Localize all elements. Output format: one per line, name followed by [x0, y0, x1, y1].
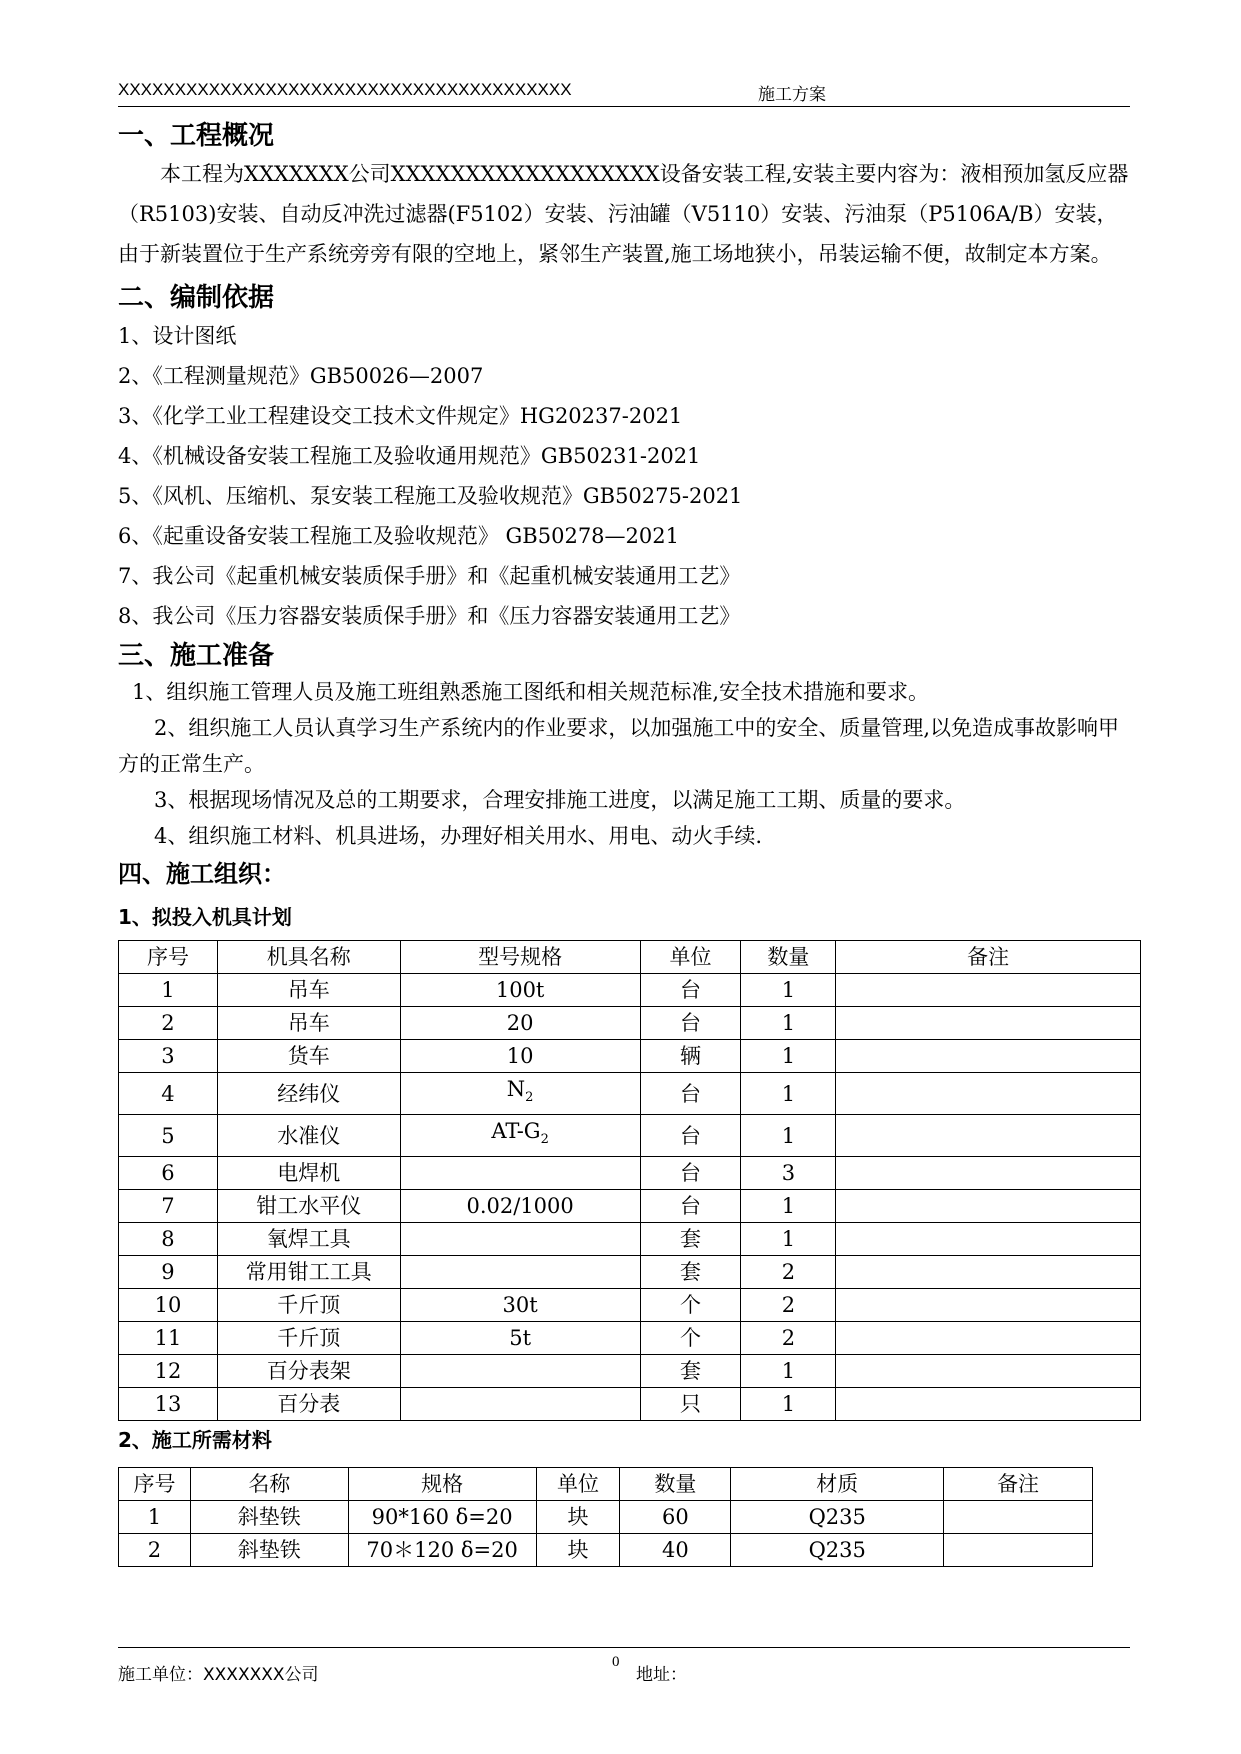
table-cell: 90*160 δ=20 — [348, 1501, 536, 1534]
prep-item: 1、组织施工管理人员及施工班组熟悉施工图纸和相关规范标准,安全技术措施和要求。 — [132, 680, 930, 704]
table-cell — [836, 1007, 1141, 1040]
table-cell: 9 — [119, 1256, 218, 1289]
equipment-table — [118, 940, 1141, 1421]
table-cell — [400, 1355, 640, 1388]
col-header: 型号规格 — [400, 941, 640, 974]
table-row — [119, 1501, 1093, 1534]
table-cell — [836, 1157, 1141, 1190]
document-body — [118, 118, 1133, 1567]
table-row — [119, 1223, 1141, 1256]
table-cell: 2 — [119, 1534, 191, 1567]
subsection-4-1-title: 1、拟投入机具计划 — [118, 905, 292, 929]
table-cell: 30t — [400, 1289, 640, 1322]
table-cell: 台 — [640, 1157, 741, 1190]
table-cell: 套 — [640, 1223, 741, 1256]
section-3-title: 三、施工准备 — [118, 641, 275, 671]
basis-item: 4、《机械设备安装工程施工及验收通用规范》GB50231-2021 — [118, 444, 701, 468]
table-cell — [836, 1190, 1141, 1223]
table-cell: 1 — [119, 974, 218, 1007]
table-cell: 个 — [640, 1322, 741, 1355]
table-cell: 1 — [741, 1355, 836, 1388]
table-cell: 经纬仪 — [217, 1073, 400, 1115]
table-cell: 20 — [400, 1007, 640, 1040]
prep-item: 4、组织施工材料、机具进场，办理好相关用水、用电、动火手续. — [154, 824, 763, 848]
table-cell: 台 — [640, 974, 741, 1007]
prep-item: 2、组织施工人员认真学习生产系统内的作业要求，以加强施工中的安全、质量管理,以免造成事故影响甲方的正常生产。 — [118, 716, 1120, 776]
basis-item: 3、《化学工业工程建设交工技术文件规定》HG20237-2021 — [118, 404, 683, 428]
table-cell — [836, 974, 1141, 1007]
basis-list — [118, 316, 1133, 636]
col-header: 单位 — [640, 941, 741, 974]
footer-company: 施工单位：XXXXXXX公司 — [118, 1665, 319, 1685]
table-cell: 6 — [119, 1157, 218, 1190]
col-header: 序号 — [119, 1468, 191, 1501]
table-row — [119, 1534, 1093, 1567]
table-row — [119, 1115, 1141, 1157]
basis-item: 2、《工程测量规范》GB50026—2007 — [118, 364, 484, 388]
table-cell: 吊车 — [217, 974, 400, 1007]
table-cell — [400, 1256, 640, 1289]
table-row — [119, 1256, 1141, 1289]
table-cell: 1 — [741, 1223, 836, 1256]
table-cell: 块 — [536, 1534, 620, 1567]
basis-item: 1、设计图纸 — [118, 324, 237, 348]
table-cell — [836, 1115, 1141, 1157]
table-cell: 3 — [119, 1040, 218, 1073]
col-header: 数量 — [620, 1468, 731, 1501]
table-cell: 10 — [119, 1289, 218, 1322]
table-row — [119, 1355, 1141, 1388]
col-header: 规格 — [348, 1468, 536, 1501]
table-cell — [944, 1501, 1093, 1534]
table-cell: 10 — [400, 1040, 640, 1073]
table-cell: 常用钳工工具 — [217, 1256, 400, 1289]
footer-address: 地址： — [636, 1665, 687, 1685]
basis-item: 5、《风机、压缩机、泵安装工程施工及验收规范》GB50275-2021 — [118, 484, 743, 508]
table-cell — [836, 1388, 1141, 1421]
table-cell: 8 — [119, 1223, 218, 1256]
header-doc-type: 施工方案 — [758, 85, 826, 105]
table-cell: 货车 — [217, 1040, 400, 1073]
table-cell — [836, 1040, 1141, 1073]
table-cell: 斜垫铁 — [190, 1534, 348, 1567]
col-header: 机具名称 — [217, 941, 400, 974]
table-cell: 台 — [640, 1115, 741, 1157]
section-4-title: 四、施工组织： — [118, 860, 286, 888]
table-cell — [400, 1223, 640, 1256]
table-cell — [400, 1115, 640, 1157]
table-cell: 水准仪 — [217, 1115, 400, 1157]
table-cell: 台 — [640, 1073, 741, 1115]
table-cell: 12 — [119, 1355, 218, 1388]
table-cell: 台 — [640, 1190, 741, 1223]
table-cell — [836, 1256, 1141, 1289]
table-cell — [944, 1534, 1093, 1567]
section-1-body: 本工程为XXXXXXX公司XXXXXXXXXXXXXXXXXX设备安装工程,安装主要内容为：液相预加氢反应器（R5103)安装、自动反冲洗过滤器(F5102）安装、污油罐（V5110）安装、污油泵（P5106A/B）安装，由于新装置位于生产系统旁旁有限的空地上，紧邻生产装置,施工场地狭小，吊装运输不便，故制定本方案。 — [118, 162, 1129, 266]
table-cell: 斜垫铁 — [190, 1501, 348, 1534]
table-cell — [836, 1355, 1141, 1388]
table-row — [119, 974, 1141, 1007]
table-cell: 70＊120 δ=20 — [348, 1534, 536, 1567]
page-footer — [118, 1647, 1130, 1688]
col-header: 名称 — [190, 1468, 348, 1501]
col-header: 材质 — [731, 1468, 944, 1501]
table-row — [119, 1322, 1141, 1355]
table-cell: 1 — [741, 1115, 836, 1157]
col-header: 单位 — [536, 1468, 620, 1501]
model-subscript: 2 — [540, 1132, 549, 1148]
table-row — [119, 1073, 1141, 1115]
page-number: 0 — [612, 1654, 620, 1670]
table-cell: 台 — [640, 1007, 741, 1040]
table-cell: 3 — [741, 1157, 836, 1190]
table-cell: 套 — [640, 1355, 741, 1388]
table-cell: 百分表架 — [217, 1355, 400, 1388]
table-cell: 只 — [640, 1388, 741, 1421]
table-cell: 套 — [640, 1256, 741, 1289]
table-cell: 2 — [119, 1007, 218, 1040]
table-cell: 吊车 — [217, 1007, 400, 1040]
table-cell: 60 — [620, 1501, 731, 1534]
table-cell: 7 — [119, 1190, 218, 1223]
table-cell: 1 — [741, 1388, 836, 1421]
table-cell: 5 — [119, 1115, 218, 1157]
table-cell — [400, 1073, 640, 1115]
prep-item: 3、根据现场情况及总的工期要求，合理安排施工进度，以满足施工工期、质量的要求。 — [154, 788, 966, 812]
table-cell: 1 — [741, 1040, 836, 1073]
table-cell: 1 — [119, 1501, 191, 1534]
table-cell: 千斤顶 — [217, 1322, 400, 1355]
table-cell: 4 — [119, 1073, 218, 1115]
table-cell: 40 — [620, 1534, 731, 1567]
col-header: 序号 — [119, 941, 218, 974]
table-cell: 1 — [741, 1007, 836, 1040]
model-value: AT-G — [491, 1119, 541, 1144]
table-cell: 5t — [400, 1322, 640, 1355]
basis-item: 8、我公司《压力容器安装质保手册》和《压力容器安装通用工艺》 — [118, 604, 741, 628]
col-header: 数量 — [741, 941, 836, 974]
page-header — [118, 80, 1130, 107]
table-row — [119, 1157, 1141, 1190]
table-row — [119, 1289, 1141, 1322]
table-cell: 千斤顶 — [217, 1289, 400, 1322]
table-cell: 百分表 — [217, 1388, 400, 1421]
basis-item: 6、《起重设备安装工程施工及验收规范》 GB50278—2021 — [118, 524, 679, 548]
table-header-row — [119, 941, 1141, 974]
table-row — [119, 1190, 1141, 1223]
table-cell: 13 — [119, 1388, 218, 1421]
table-cell: 1 — [741, 974, 836, 1007]
table-cell: 2 — [741, 1289, 836, 1322]
table-cell: 100t — [400, 974, 640, 1007]
table-cell: 块 — [536, 1501, 620, 1534]
table-row — [119, 1007, 1141, 1040]
table-cell — [400, 1157, 640, 1190]
subsection-4-2-title: 2、施工所需材料 — [118, 1428, 272, 1453]
table-cell: 个 — [640, 1289, 741, 1322]
table-cell: 电焊机 — [217, 1157, 400, 1190]
materials-table — [118, 1467, 1093, 1567]
table-row — [119, 1388, 1141, 1421]
table-cell: 辆 — [640, 1040, 741, 1073]
table-cell: Q235 — [731, 1501, 944, 1534]
table-cell: 2 — [741, 1322, 836, 1355]
table-row — [119, 1040, 1141, 1073]
table-cell — [400, 1388, 640, 1421]
table-cell — [836, 1289, 1141, 1322]
header-project-name: XXXXXXXXXXXXXXXXXXXXXXXXXXXXXXXXXXXXXXXX — [118, 80, 572, 99]
col-header: 备注 — [944, 1468, 1093, 1501]
col-header: 备注 — [836, 941, 1141, 974]
model-value: N — [506, 1077, 526, 1101]
table-cell — [836, 1223, 1141, 1256]
section-2-title: 二、编制依据 — [118, 283, 275, 313]
table-cell — [836, 1322, 1141, 1355]
section-1-title: 一、工程概况 — [118, 121, 275, 151]
table-header-row — [119, 1468, 1093, 1501]
table-cell: 钳工水平仪 — [217, 1190, 400, 1223]
table-cell: 11 — [119, 1322, 218, 1355]
table-cell: 0.02/1000 — [400, 1190, 640, 1223]
table-cell: 2 — [741, 1256, 836, 1289]
table-cell: 1 — [741, 1190, 836, 1223]
table-cell: Q235 — [731, 1534, 944, 1567]
table-cell — [836, 1073, 1141, 1115]
table-cell: 1 — [741, 1073, 836, 1115]
basis-item: 7、我公司《起重机械安装质保手册》和《起重机械安装通用工艺》 — [118, 564, 741, 588]
model-subscript: 2 — [525, 1090, 534, 1106]
table-cell: 氧焊工具 — [217, 1223, 400, 1256]
